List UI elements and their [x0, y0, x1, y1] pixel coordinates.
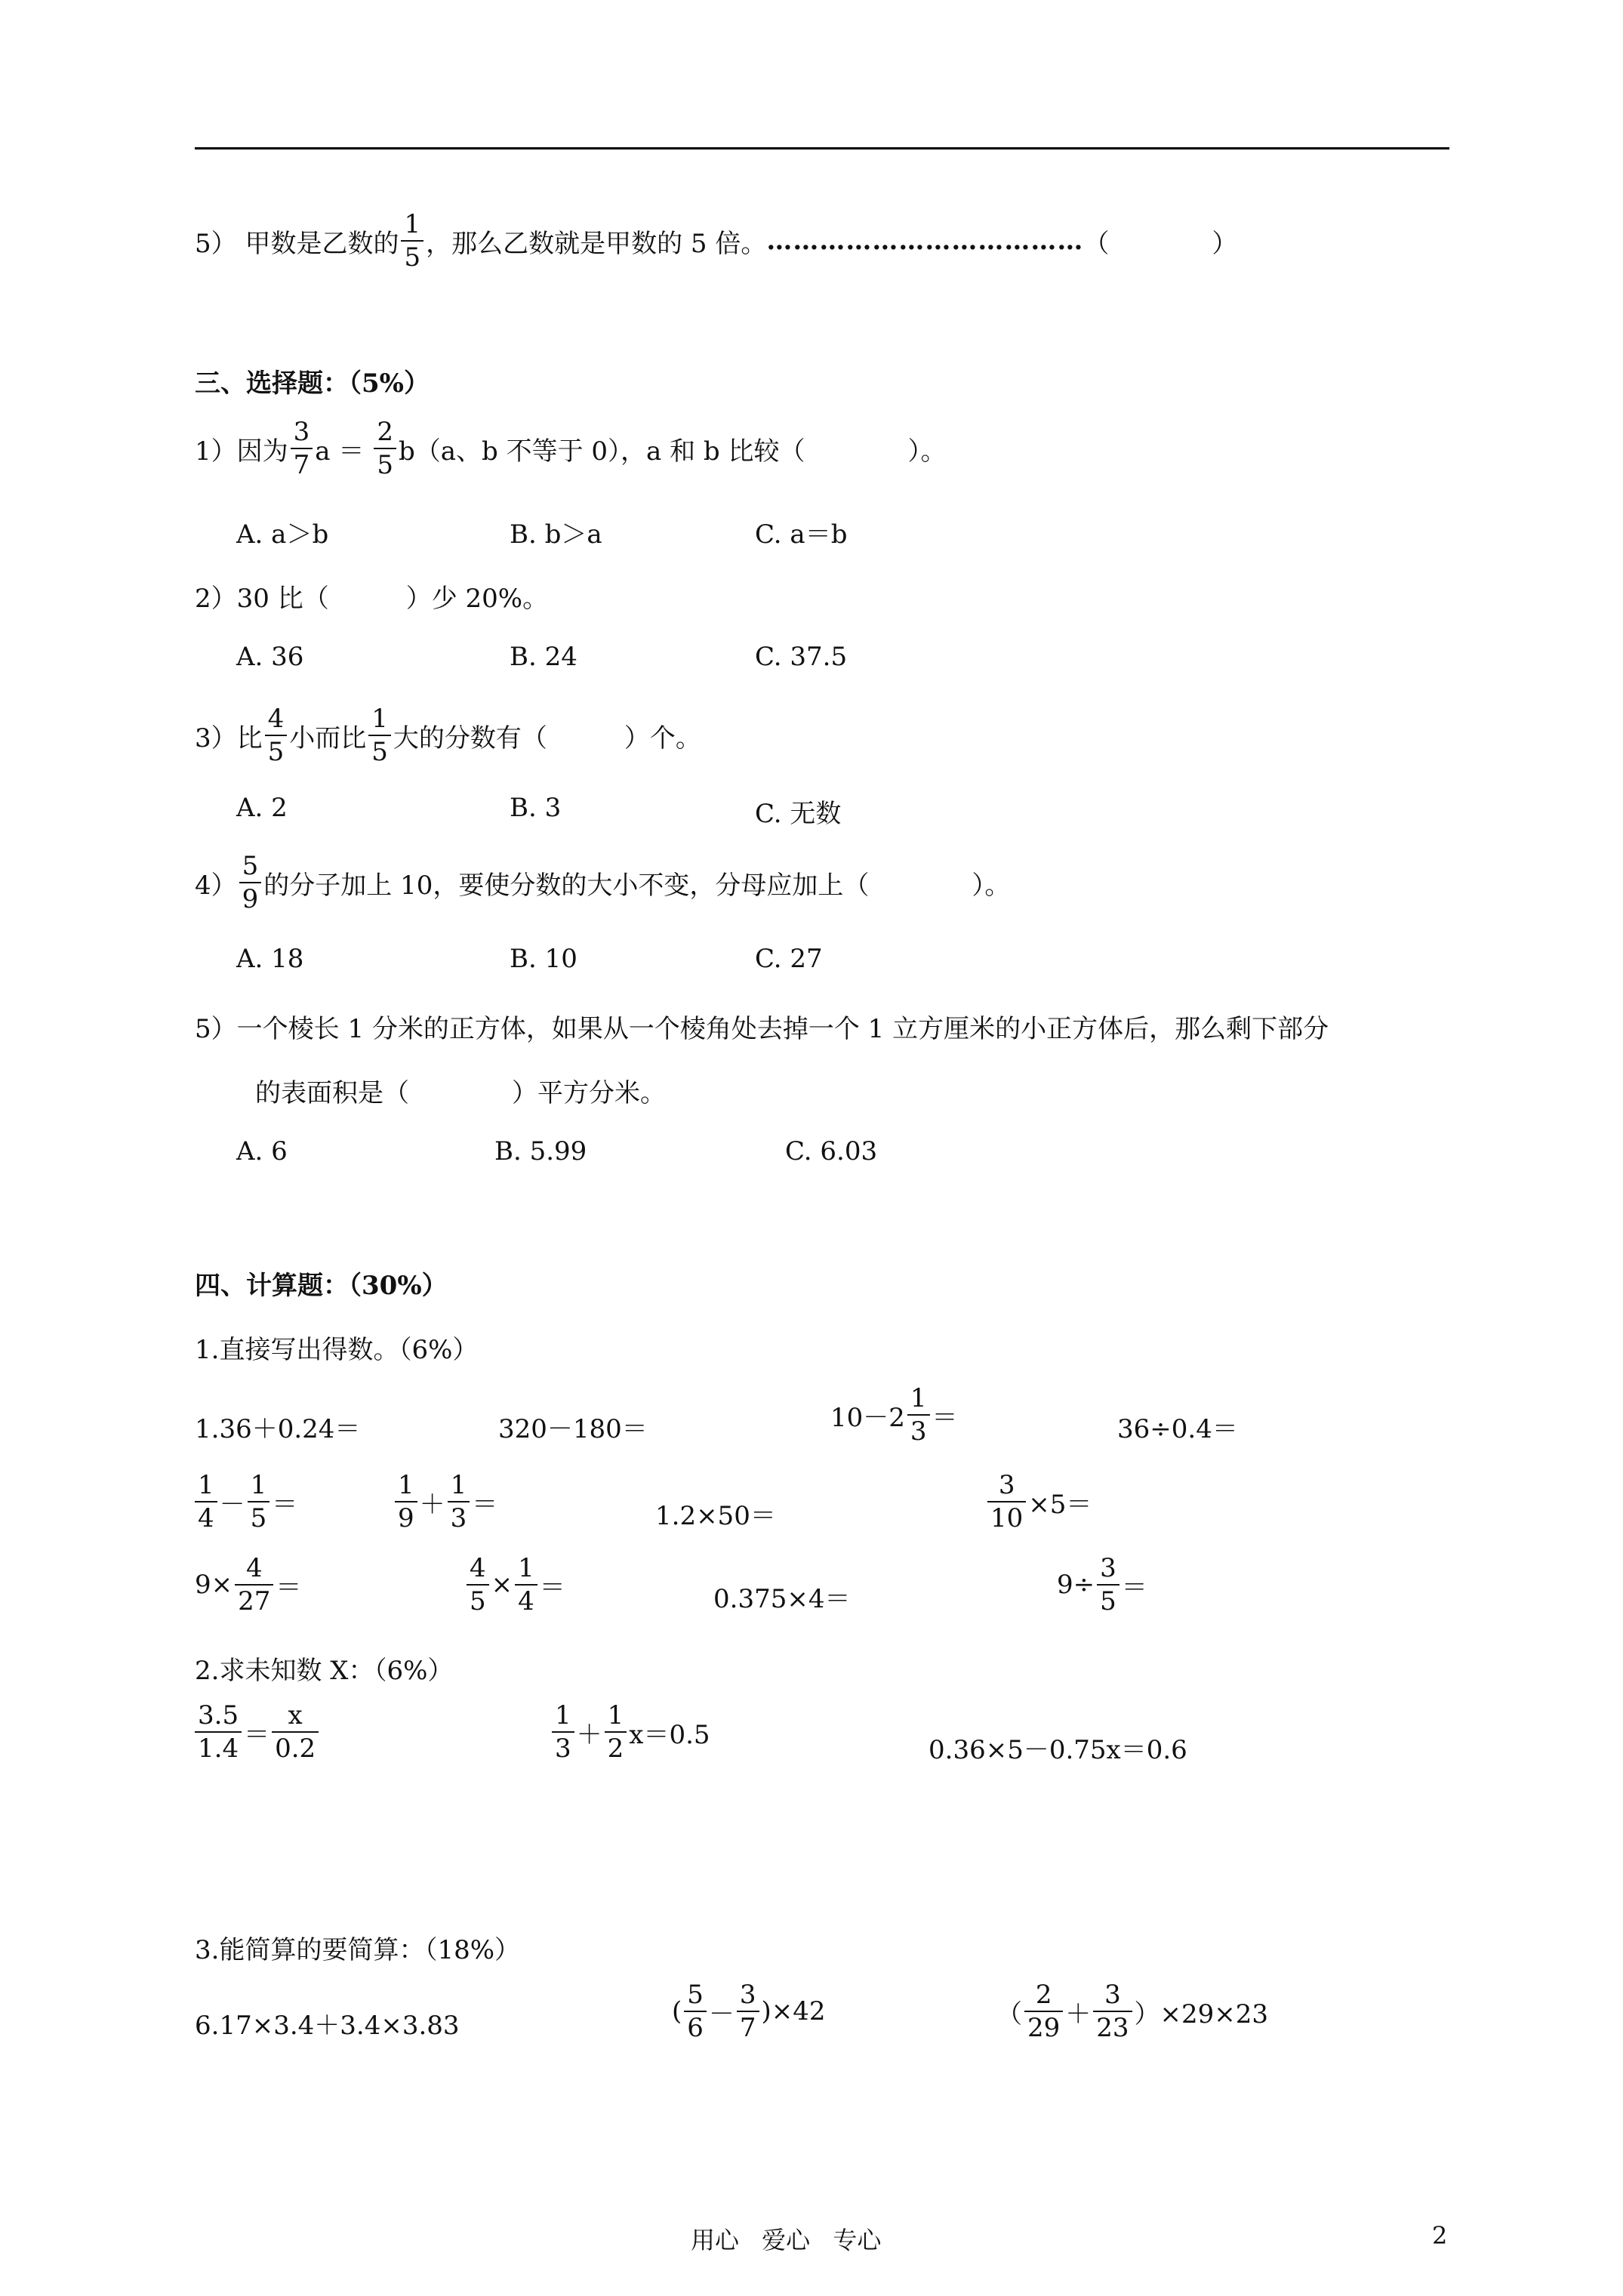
option-a[interactable]: A. 6: [236, 1136, 288, 1166]
calc-1-3: 10－2 $\frac{1}{3}$ ＝: [830, 1383, 958, 1447]
choice-question-5-line2: 的表面积是（ ）平方分米。: [255, 1078, 666, 1108]
question-text: 5） 甲数是乙数的: [195, 228, 399, 259]
subsection-1-title: 1.直接写出得数。（6%）: [195, 1335, 479, 1365]
option-c[interactable]: C. 6.03: [785, 1136, 878, 1166]
subsection-3-title: 3.能简算的要简算：（18%）: [195, 1935, 521, 1965]
calc-3-2: $\frac{4}{5}$ × $\frac{1}{4}$ ＝: [464, 1555, 565, 1614]
answer-blank[interactable]: （ ）: [1083, 228, 1238, 259]
fraction: $\frac{1}{5}$: [401, 211, 423, 270]
option-b[interactable]: B. b＞a: [510, 519, 602, 550]
calc-2-2: $\frac{1}{9}$ ＋ $\frac{1}{3}$ ＝: [393, 1472, 497, 1531]
calc-1-1: 1.36＋0.24＝: [195, 1414, 361, 1444]
choice-question-4: 4） $\frac{5}{9}$ 的分子加上 10，要使分数的大小不变，分母应加上（ ）。: [195, 851, 1011, 914]
option-a[interactable]: A. a＞b: [236, 519, 329, 550]
calc-2-1: $\frac{1}{4}$ － $\frac{1}{5}$ ＝: [192, 1472, 297, 1531]
choice-question-1: 1）因为 $\frac{3}{7}$ a ＝ $\frac{2}{5}$ b（a、b 不等于 0），a 和 b 比较（ ）。: [195, 417, 947, 480]
option-a[interactable]: A. 2: [236, 793, 288, 823]
simplify-2: ( $\frac{5}{6}$ － $\frac{3}{7}$ )×42: [672, 1980, 826, 2043]
choice-question-2: 2）30 比（ ）少 20%。: [195, 584, 549, 614]
fraction: $\frac{5}{9}$: [239, 853, 262, 912]
equation-1: $\frac{3.5}{1.4}$ ＝ $\frac{x}{0.2}$: [192, 1703, 321, 1761]
option-c[interactable]: C. 无数: [755, 799, 842, 829]
judge-question-5: [195, 209, 1238, 273]
section-4-title: 四、计算题：（30%）: [195, 1271, 448, 1301]
fraction: $\frac{3}{7}$: [291, 419, 313, 478]
question-text: ，那么乙数就是甲数的 5 倍。: [426, 228, 767, 259]
option-c[interactable]: C. a＝b: [755, 519, 848, 550]
fraction: $\frac{1}{5}$: [368, 706, 391, 765]
equation-3: 0.36×5－0.75x＝0.6: [929, 1735, 1187, 1765]
section-3-title: 三、选择题：（5%）: [195, 368, 430, 399]
calc-3-4: 9÷ $\frac{3}{5}$ ＝: [1057, 1553, 1147, 1616]
option-c[interactable]: C. 27: [755, 944, 823, 974]
calc-3-1: 9× $\frac{4}{27}$ ＝: [195, 1553, 302, 1616]
simplify-3: （ $\frac{2}{29}$ ＋ $\frac{3}{23}$ ）×29×23: [996, 1980, 1269, 2043]
calc-2-4: $\frac{3}{10}$ ×5＝: [985, 1472, 1092, 1531]
calc-2-3: 1.2×50＝: [655, 1501, 776, 1531]
leader-dots: ………………………………: [766, 226, 1084, 256]
fraction: $\frac{2}{5}$: [374, 419, 396, 478]
page-number: 2: [1432, 2221, 1448, 2250]
option-b[interactable]: B. 24: [510, 642, 577, 672]
equation-2: $\frac{1}{3}$ ＋ $\frac{1}{2}$ x＝0.5: [550, 1703, 710, 1761]
subsection-2-title: 2.求未知数 X：（6%）: [195, 1656, 454, 1686]
calc-3-3: 0.375×4＝: [713, 1584, 851, 1614]
option-b[interactable]: B. 5.99: [494, 1136, 587, 1166]
option-b[interactable]: B. 3: [510, 793, 562, 823]
calc-1-2: 320－180＝: [498, 1414, 648, 1444]
header-rule: [195, 147, 1449, 149]
option-a[interactable]: A. 36: [236, 642, 304, 672]
option-a[interactable]: A. 18: [236, 944, 304, 974]
simplify-1: 6.17×3.4＋3.4×3.83: [195, 2011, 460, 2041]
page-footer: 用心 爱心 专心: [691, 2226, 882, 2254]
calc-1-4: 36÷0.4＝: [1117, 1414, 1238, 1444]
choice-question-5-line1: 5）一个棱长 1 分米的正方体，如果从一个棱角处去掉一个 1 立方厘米的小正方体后，那么剩下部分: [195, 1014, 1329, 1044]
choice-question-3: 3）比 $\frac{4}{5}$ 小而比 $\frac{1}{5}$ 大的分数有（ ）个。: [195, 704, 701, 767]
fraction: $\frac{4}{5}$: [265, 706, 288, 765]
option-c[interactable]: C. 37.5: [755, 642, 848, 672]
option-b[interactable]: B. 10: [510, 944, 577, 974]
